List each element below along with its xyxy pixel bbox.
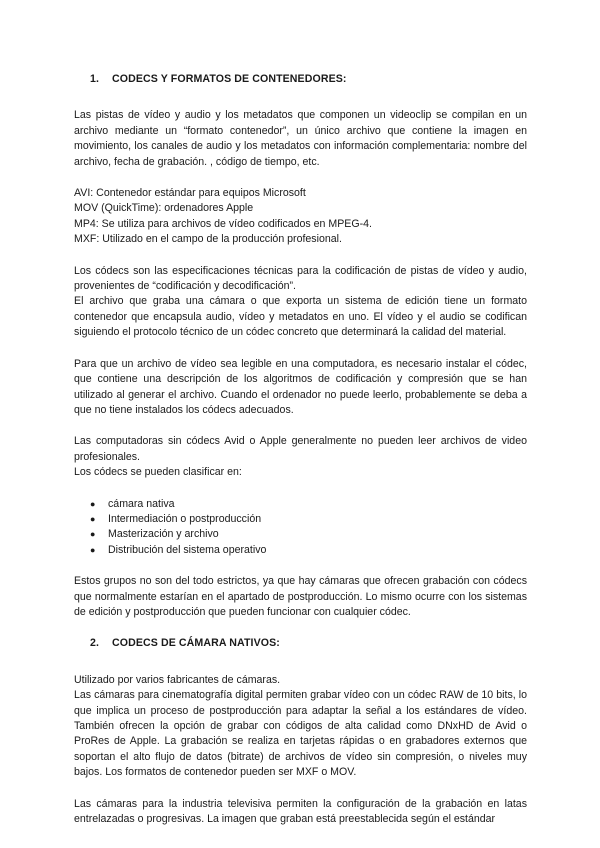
- avid-apple-paragraph: Las computadoras sin códecs Avid o Apple generalmente no pueden leer archivos de video profesionales.: [74, 435, 527, 463]
- category-label: Masterización y archivo: [108, 528, 219, 541]
- tv-cameras-paragraph: Las cámaras para la industria televisiva permiten la configuración de la grabación en latas entrelazadas o progresivas. La imagen que graban está preestablecida según el estándar: [74, 797, 527, 826]
- section-2-title: CODECS DE CÁMARA NATIVOS:: [112, 637, 280, 650]
- bullet-icon: ●: [90, 529, 96, 540]
- category-label: Intermediación o postproducción: [108, 512, 262, 525]
- format-mov: MOV (QuickTime): ordenadores Apple: [74, 202, 254, 215]
- codecs-definition-paragraph: Los códecs son las especificaciones técnicas para la codificación de pistas de vídeo y audio, provenientes de “codificación y decodificación”.: [74, 264, 527, 293]
- format-mxf: MXF: Utilizado en el campo de la producción profesional.: [74, 233, 342, 246]
- container-formats-list: [74, 186, 527, 248]
- classify-intro: Los códecs se pueden clasificar en:: [74, 466, 242, 479]
- format-avi: AVI: Contenedor estándar para equipos Microsoft: [74, 187, 306, 200]
- cinema-cameras-paragraph: Las cámaras para cinematografía digital permiten grabar vídeo con un códec RAW de 10 bits, lo que implica un proceso de postproducción para adaptar la señal a los estándares de vídeo. También ofrecen la opción de grabar con códigos de alta calidad como DNxHD de Avid o ProRes de Apple. La grabación se realiza en tarjetas rápidas o en grabadores externos que soportan el alto flujo de datos (bitrate) de archivos de vídeo sin compresión, o niveles muy bajos. Los formatos de contenedor pueden ser MXF o MOV.: [74, 689, 527, 779]
- codec-readability-paragraph: Para que un archivo de vídeo sea legible en una computadora, es necesario instalar el códec, que contiene una descripción de los algoritmos de codificación y compresión que se han utilizado al generar el archivo. Cuando el ordenador no puede leerlo, probablemente se deba a que no tiene instalados los códecs adecuados.: [74, 357, 527, 416]
- bullet-icon: ●: [90, 498, 96, 509]
- category-label: Distribución del sistema operativo: [108, 543, 267, 556]
- section-1-number: 1.: [90, 73, 100, 85]
- list-item: [90, 512, 527, 527]
- codecs-camera-paragraph: El archivo que graba una cámara o que exporta un sistema de edición tiene un formato contenedor que encapsula audio, vídeo y metadatos en uno. El vídeo y el audio se codifican siguiendo el protocolo técnico de un códec concreto que determinará la calidad del material.: [74, 295, 527, 339]
- document-body: [74, 72, 527, 827]
- used-by-line: Utilizado por varios fabricantes de cámaras.: [74, 673, 281, 686]
- section-2-number: 2.: [90, 637, 100, 650]
- section-2-heading: [74, 636, 527, 651]
- list-item: [90, 497, 527, 512]
- section-1-title: CODECS Y FORMATOS DE CONTENEDORES:: [112, 73, 347, 85]
- codec-categories-list: [74, 497, 527, 559]
- list-item: [90, 543, 527, 558]
- containers-intro-paragraph: Las pistas de vídeo y audio y los metadatos que componen un videoclip se compilan en un archivo mediante un “formato contenedor”, un único archivo que contiene la imagen en movimiento, los canales de audio y los metadatos con información complementaria: nombre del archivo, fecha de grabación. , código de tiempo, etc.: [74, 109, 527, 168]
- groups-note-paragraph: Estos grupos no son del todo estrictos, ya que hay cámaras que ofrecen grabación con códecs que normalmente estarían en el apartado de postproducción. Lo mismo ocurre con los sistemas de edición y postproducción que pueden funcionar con cualquier códec.: [74, 575, 527, 618]
- section-1-heading: [74, 72, 527, 87]
- category-label: cámara nativa: [108, 497, 175, 510]
- bullet-icon: ●: [90, 544, 96, 555]
- list-item: [90, 527, 527, 542]
- format-mp4: MP4: Se utiliza para archivos de vídeo codificados en MPEG-4.: [74, 217, 372, 230]
- bullet-icon: ●: [90, 513, 96, 524]
